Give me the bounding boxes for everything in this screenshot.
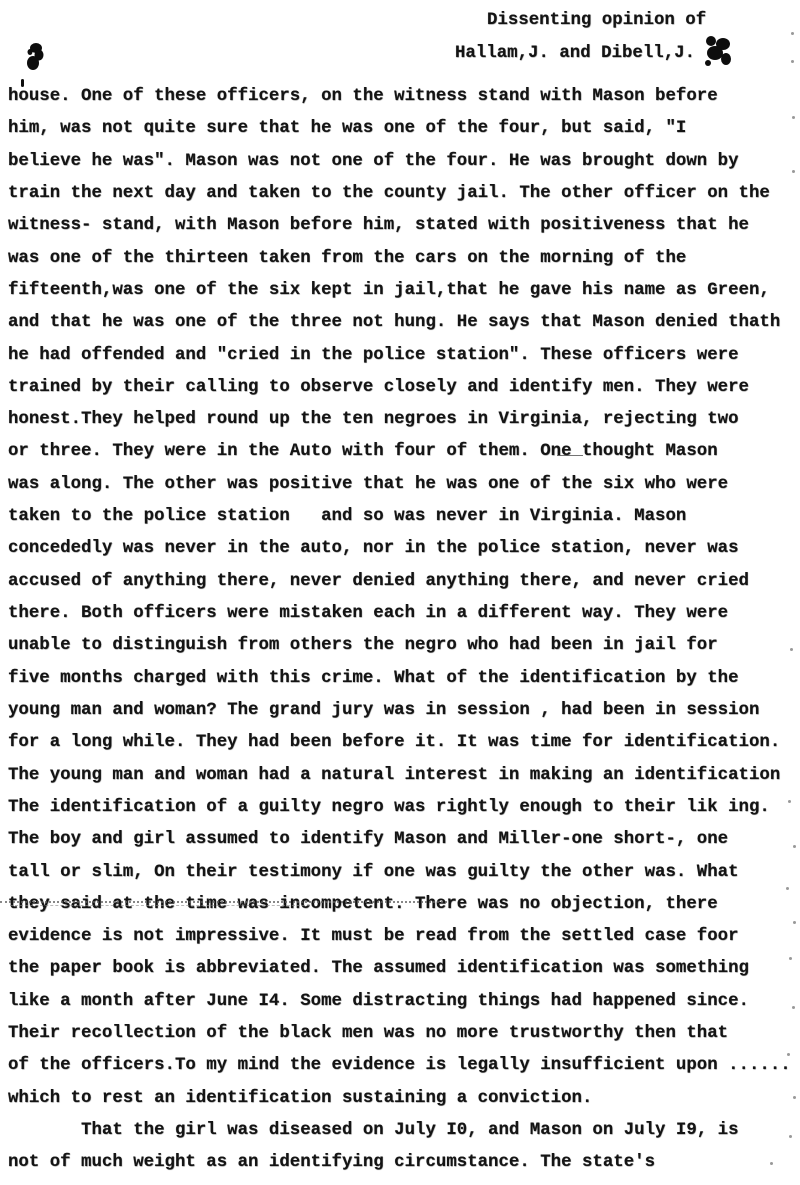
scan-speck [792,170,795,173]
scan-speck [770,1162,773,1165]
text-line: they said at the time was incompetent. There was no objection, there [8,894,718,914]
text-line: five months charged with this crime. What of the identification by the [8,668,739,688]
scan-speck [790,648,793,651]
scan-speck [788,800,791,803]
ink-blot-right [700,34,736,70]
scan-speck [791,60,794,63]
text-line: train the next day and taken to the county jail. The other officer on the [8,183,770,203]
header-line-1: Dissenting opinion of [487,11,707,30]
text-line: him, was not quite sure that he was one of the four, but said, "I [8,119,687,139]
text-line: tall or slim, On their testimony if one was guilty the other was. What [8,862,739,882]
scan-speck [793,1096,796,1099]
text-line: trained by their calling to observe closely and identify men. They were [8,377,749,397]
scan-speck [793,921,796,924]
header-line-2: Hallam,J. and Dibell,J. [455,44,696,63]
text-line: there. Both officers were mistaken each in a different way. They were [8,604,729,623]
text-line: honest.They helped round up the ten negroes in Virginia, rejecting two [8,410,739,430]
text-line: not of much weight as an identifying circumstance. The state's [8,1153,656,1173]
scan-speck [787,1053,790,1056]
text-line: which to rest an identification sustaining a conviction. [8,1088,593,1108]
scan-speck [792,1006,795,1009]
scan-speck [789,957,792,960]
text-line: unable to distinguish from others the negro who had been in jail for [8,636,718,656]
text-line: young man and woman? The grand jury was in session , had been in session [8,700,760,720]
text-line: of the officers.To my mind the evidence is legally insufficient upon ...... [8,1056,791,1076]
text-line: The young man and woman had a natural interest in making an identification [8,765,781,785]
scan-speck [792,116,795,119]
text-line: evidence is not impressive. It must be read from the settled case foor [8,927,739,947]
text-line: concededly was never in the auto, nor in the police station, never was [8,539,739,559]
text-line: and that he was one of the three not hung. He says that Mason denied thath [8,313,781,333]
text-line: The boy and girl assumed to identify Mason and Miller-one short-, one [8,830,729,850]
text-line: house. One of these officers, on the witness stand with Mason before [8,87,718,106]
text-line: fifteenth,was one of the six kept in jail,that he gave his name as Green, [8,280,770,300]
text-line: accused of anything there, never denied anything there, and never cried [8,571,749,591]
text-line: was along. The other was positive that he was one of the six who were [8,474,729,494]
text-line: like a month after June I4. Some distracting things had happened since. [8,991,749,1011]
scan-speck [791,32,794,35]
text-line: witness- stand, with Mason before him, stated with positiveness that he [8,216,749,236]
erasure-dashed-line [10,905,310,906]
text-line: taken to the police station and so was never in Virginia. Mason [8,507,687,527]
text-line: the paper book is abbreviated. The assumed identification was something [8,959,749,979]
scan-speck [786,887,789,890]
scan-speck [789,1135,792,1138]
text-line: for a long while. They had been before it. It was time for identification. [8,733,781,753]
underline-artifact [557,455,583,456]
text-line: Their recollection of the black men was no more trustworthy then that [8,1024,729,1044]
text-line: The identification of a guilty negro was rightly enough to their lik ing. [8,797,770,817]
text-line: was one of the thirteen taken from the cars on the morning of the [8,248,687,268]
erasure-dotted-line [0,901,447,903]
scan-speck [793,845,796,848]
text-line: or three. They were in the Auto with four of them. One thought Mason [8,442,718,462]
document-body [8,81,800,1180]
text-line: That the girl was diseased on July I0, and Mason on July I9, is [8,1121,739,1140]
text-line: he had offended and "cried in the police station". These officers were [8,345,739,365]
text-line: believe he was". Mason was not one of the four. He was brought down by [8,151,739,171]
